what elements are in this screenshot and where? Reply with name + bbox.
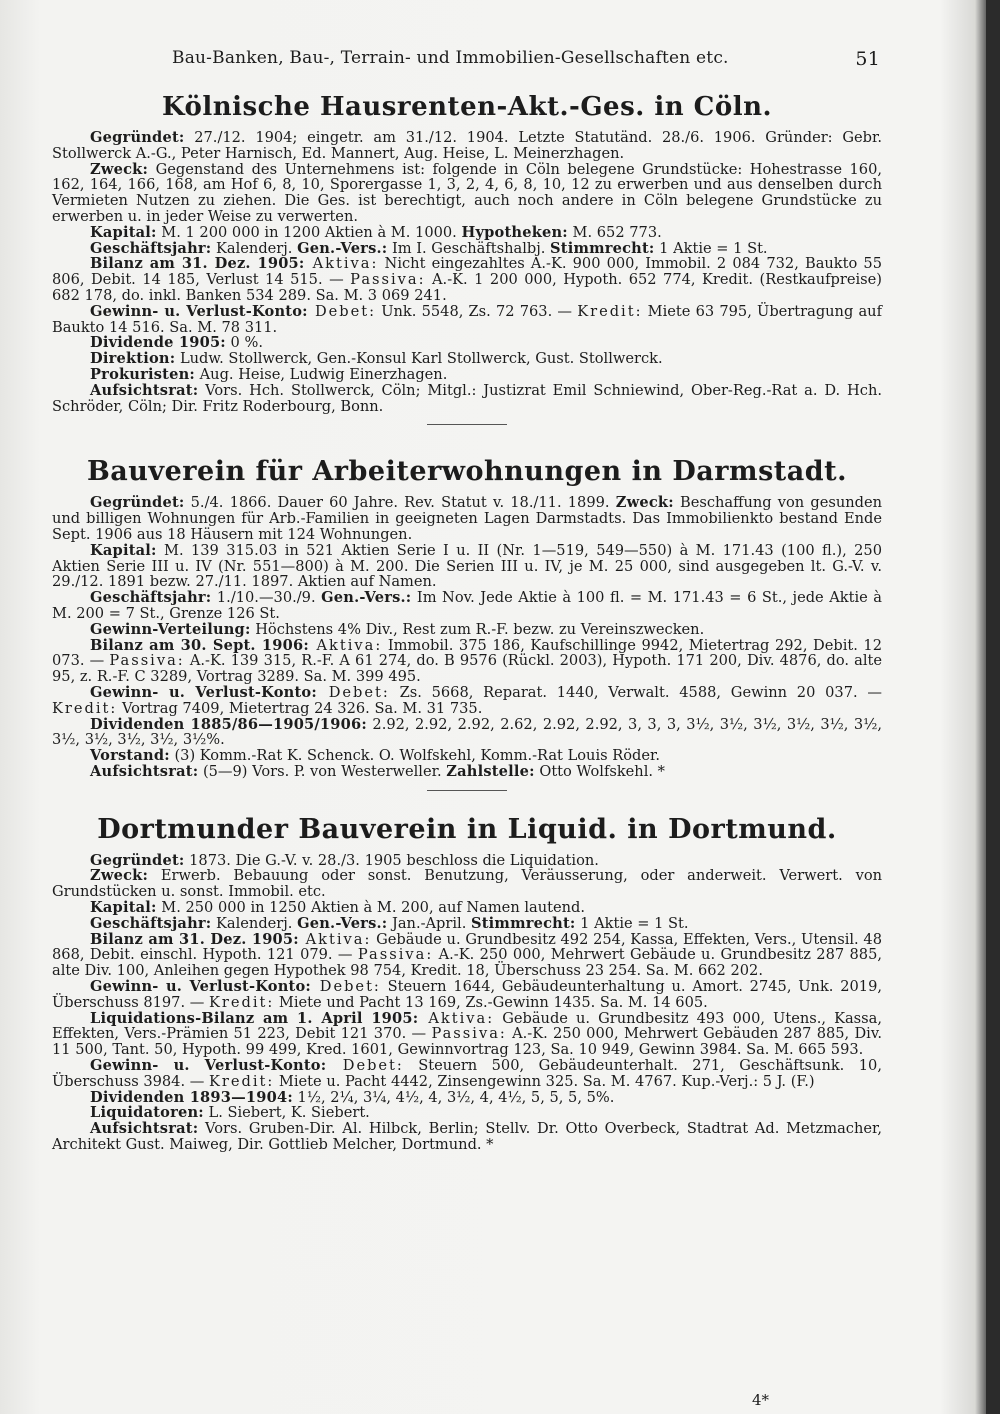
field-text: A.-K. 250 000, Mehrwert Gebäude u. Grundbesitz 287 885, alte Div. 100, Anleihen gegen Hypothek 98 754, Kredit. 18, Überschuss 23 254. Sa. M. 662 202. — [52, 946, 882, 980]
spaced-label: Passiva: — [109, 652, 185, 670]
entry-paragraph — [52, 979, 882, 1011]
company-title: Bauverein für Arbeiterwohnungen in Darmstadt. — [86, 456, 847, 488]
field-text: Immobil. 375 186, Kaufschillinge 9942, Mietertrag 292, Debit. 12 073. — — [52, 636, 882, 670]
field-label: Prokuristen: — [90, 365, 195, 383]
field-text: 2.92, 2.92, 2.92, 2.62, 2.92, 2.92, 3, 3, 3, 3½, 3½, 3½, 3½, 3½, 3½, 3½, 3½, 3½, 3½, 3½%. — [52, 715, 882, 749]
entry-paragraph — [52, 932, 882, 979]
entry-paragraph — [52, 764, 882, 780]
field-label: Direktion: — [90, 350, 176, 368]
field-text: 1873. Die G.-V. v. 28./3. 1905 beschloss die Liquidation. — [184, 851, 599, 869]
field-text: 0 %. — [225, 334, 263, 352]
field-label: Bilanz am 30. Sept. 1906: — [90, 636, 309, 654]
field-label: Aufsichtsrat: — [90, 1120, 199, 1138]
field-text: Steuern 1644, Gebäudeunterhaltung u. Amort. 2745, Unk. 2019, Überschuss 8197. — — [52, 978, 882, 1011]
field-text: Ludw. Stollwerck, Gen.-Konsul Karl Stollwerck, Gust. Stollwerck. — [175, 350, 663, 368]
field-label: Hypotheken: — [461, 223, 568, 241]
entry-paragraph — [52, 685, 882, 717]
company-title: Kölnische Hausrenten-Akt.-Ges. in Cöln. — [161, 92, 773, 122]
spaced-label: Kredit: — [52, 699, 118, 717]
entry-paragraph — [52, 225, 882, 241]
entry-paragraph — [52, 162, 882, 225]
field-label: Kapital: — [90, 541, 157, 559]
field-label: Liquidatoren: — [90, 1104, 204, 1122]
page-header — [110, 48, 880, 72]
field-label: Bilanz am 31. Dez. 1905: — [90, 255, 305, 273]
field-text: Im I. Geschäftshalbj. — [387, 239, 551, 257]
entry-paragraph — [52, 1011, 882, 1058]
company-entry-dortmund — [52, 813, 882, 1153]
field-label: Gegründet: — [90, 129, 185, 146]
entry-paragraph — [52, 367, 882, 383]
field-label: Vorstand: — [90, 747, 170, 765]
field-text: Otto Wolfskehl. * — [534, 762, 665, 780]
entry-paragraph — [52, 304, 882, 336]
field-label: Gewinn-Verteilung: — [90, 620, 251, 638]
field-label: Gen.-Vers.: — [321, 589, 412, 607]
field-label: Aufsichtsrat: — [90, 762, 199, 780]
spaced-label: Passiva: — [431, 1025, 507, 1043]
field-label: Gewinn- u. Verlust-Konto: — [90, 978, 311, 996]
field-label: Gen.-Vers.: — [297, 239, 388, 257]
field-label: Kapital: — [90, 899, 157, 917]
page-number: 51 — [855, 48, 880, 70]
spaced-label: Passiva: — [350, 271, 426, 289]
field-text: M. 139 315.03 in 521 Aktien Serie I u. II (Nr. 1—519, 549—550) à M. 171.43 (100 fl.), 250 Aktien Serie III u. IV (Nr. 551—800) à M. 200. Die Serien III u. IV, je M. 25 000, sind ausgegeben lt. G.-V. v. 29./12. 1891 bezw. 27./11. 1897. Aktien auf Namen. — [52, 541, 882, 591]
section-divider — [427, 424, 507, 425]
spaced-label: Kredit: — [208, 1072, 275, 1090]
spaced-label: Debet: — [316, 683, 390, 701]
field-label: Liquidations-Bilanz am 1. April 1905: — [90, 1009, 419, 1027]
field-label: Zweck: — [90, 867, 149, 885]
field-text: 1./10.—30./9. — [211, 589, 322, 607]
field-label: Zweck: — [615, 494, 674, 512]
field-text: Vors. Hch. Stollwerck, Cöln; Mitgl.: Justizrat Emil Schniewind, Ober-Reg.-Rat a. D. Hch. Schröder, Cöln; Dir. Fritz Roderbourg, Bonn. — [52, 381, 882, 415]
field-text: A.-K. 1 200 000, Hypoth. 652 774, Kredit. (Restkaufpreise) 682 178, do. inkl. Banken 534 289. Sa. M. 3 069 241. — [52, 271, 882, 304]
field-text: 1½, 2¼, 3¼, 4½, 4, 3½, 4, 4½, 5, 5, 5, 5%. — [292, 1088, 615, 1106]
field-label: Zweck: — [90, 160, 149, 178]
field-label: Gewinn- u. Verlust-Konto: — [90, 1057, 327, 1075]
entry-paragraph — [52, 351, 882, 367]
field-text: (5—9) Vors. P. von Westerweller. — [198, 762, 447, 780]
entry-paragraph — [52, 916, 882, 932]
entry-paragraph — [52, 130, 882, 162]
field-label: Gewinn- u. Verlust-Konto: — [90, 683, 317, 701]
field-text: Jan.-April. — [387, 914, 471, 932]
spaced-label: Debet: — [310, 978, 381, 996]
field-text: Unk. 5548, Zs. 72 763. — — [376, 302, 578, 320]
entry-paragraph — [52, 1090, 882, 1106]
field-label: Geschäftsjahr: — [90, 239, 212, 257]
field-text: M. 652 773. — [567, 223, 662, 241]
field-text: Kalenderj. — [211, 239, 298, 257]
field-text: Nicht eingezahltes A.-K. 900 000, Immobil. 2 084 732, Baukto 55 806, Debit. 14 185, Verlust 14 515. — — [52, 255, 882, 289]
field-label: Gen.-Vers.: — [297, 914, 388, 932]
signature-mark: 4* — [752, 1391, 770, 1409]
field-label: Gegründet: — [90, 851, 185, 869]
page-content — [52, 86, 882, 1153]
spaced-label: Aktiva: — [304, 255, 379, 273]
running-title: Bau-Banken, Bau-, Terrain- und Immobilien-Gesellschaften etc. — [172, 48, 729, 68]
field-text: 1 Aktie = 1 St. — [654, 239, 768, 257]
entry-paragraph — [52, 1105, 882, 1121]
entry-paragraph — [52, 543, 882, 590]
field-label: Bilanz am 31. Dez. 1905: — [90, 930, 299, 948]
field-text: (3) Komm.-Rat K. Schenck. O. Wolfskehl, Komm.-Rat Louis Röder. — [169, 747, 660, 765]
entry-paragraph — [52, 622, 882, 638]
field-text: 27./12. 1904; eingetr. am 31./12. 1904. Letzte Statutänd. 28./6. 1906. Gründer: Gebr. Stollwerck A.-G., Peter Harnisch, Ed. Mannert, Aug. Heise, L. Meinerzhagen. — [52, 129, 882, 162]
spaced-label: Debet: — [326, 1057, 404, 1075]
field-text: A.-K. 139 315, R.-F. A 61 274, do. B 9576 (Rückl. 2003), Hypoth. 171 200, Div. 4876, do. alte 95, z. R.-F. C 3289, Vortrag 3289. Sa. M. 399 495. — [52, 652, 882, 686]
field-text: Kalenderj. — [211, 914, 298, 932]
field-text: Gegenstand des Unternehmens ist: folgende in Cöln belegene Grundstücke: Hohestrasse 160, 162, 164, 166, 168, am Hof 6, 8, 10, Sporergasse 1, 3, 2, 4, 6, 8, 10, 12 zu erwerben und aus denselben durch Vermieten Nutzen zu ziehen. Die Ges. ist berechtigt, auch noch andere in Cöln belegene Grundstücke zu erwerben u. in jeder Weise zu verwerten. — [52, 160, 882, 225]
section-divider — [427, 790, 507, 791]
entry-paragraph — [52, 717, 882, 749]
field-label: Geschäftsjahr: — [90, 589, 212, 607]
entry-paragraph — [52, 868, 882, 900]
entry-paragraph — [52, 748, 882, 764]
field-label: Kapital: — [90, 223, 157, 241]
field-text: Miete 63 795, Übertragung auf Baukto 14 516. Sa. M. 78 311. — [52, 302, 882, 336]
page-edge-shadow — [986, 0, 1000, 1414]
field-label: Zahlstelle: — [446, 762, 535, 780]
spaced-label: Kredit: — [577, 302, 643, 320]
company-entry-koelnische — [52, 90, 882, 414]
entry-paragraph — [52, 383, 882, 415]
spaced-label: Aktiva: — [308, 636, 383, 654]
field-text: Aug. Heise, Ludwig Einerzhagen. — [195, 365, 448, 383]
field-text: A.-K. 250 000, Mehrwert Gebäuden 287 885, Div. 11 500, Tant. 50, Hypoth. 99 499, Kred. 1601, Gewinnvortrag 123, Sa. 10 949, Gewinn 3984. Sa. M. 665 593. — [52, 1025, 882, 1059]
field-text: Vors. Gruben-Dir. Al. Hilbck, Berlin; Stellv. Dr. Otto Overbeck, Stadtrat Ad. Metzmacher, Architekt Gust. Maiweg, Dir. Gottlieb Melcher, Dortmund. * — [52, 1120, 882, 1154]
field-label: Stimmrecht: — [550, 239, 655, 257]
spaced-label: Aktiva: — [298, 930, 372, 948]
entry-paragraph — [52, 256, 882, 303]
entry-paragraph — [52, 495, 882, 542]
field-label: Stimmrecht: — [471, 914, 576, 932]
field-text: Zs. 5668, Reparat. 1440, Verwalt. 4588, Gewinn 20 037. — — [389, 683, 882, 701]
field-text: Erwerb. Bebauung oder sonst. Benutzung, Veräusserung, oder anderweit. Verwert. von Grundstücken u. sonst. Immobil. etc. — [52, 867, 882, 901]
spaced-label: Passiva: — [357, 946, 434, 964]
field-label: Geschäftsjahr: — [90, 914, 212, 932]
entry-body — [52, 495, 882, 779]
entry-paragraph — [52, 638, 882, 685]
field-label: Dividenden 1885/86—1905/1906: — [90, 715, 367, 733]
field-text: Gebäude u. Grundbesitz 492 254, Kassa, Effekten, Vers., Utensil. 48 868, Debit. einschl. Hypoth. 121 079. — — [52, 930, 882, 964]
field-label: Gewinn- u. Verlust-Konto: — [90, 302, 308, 320]
field-label: Gegründet: — [90, 494, 185, 512]
company-entry-darmstadt — [52, 455, 882, 779]
entry-paragraph — [52, 1121, 882, 1153]
field-text: Gebäude u. Grundbesitz 493 000, Utens., Kassa, Effekten, Vers.-Prämien 51 223, Debit 121 370. — — [52, 1009, 882, 1043]
field-text: Miete und Pacht 13 169, Zs.-Gewinn 1435. Sa. M. 14 605. — [274, 993, 708, 1011]
spaced-label: Aktiva: — [418, 1009, 495, 1027]
field-text: L. Siebert, K. Siebert. — [203, 1104, 370, 1122]
field-text: Höchstens 4% Div., Rest zum R.-F. bezw. zu Vereinszwecken. — [250, 620, 705, 638]
field-text: 5./4. 1866. Dauer 60 Jahre. Rev. Statut v. 18./11. 1899. — [184, 494, 616, 512]
field-label: Aufsichtsrat: — [90, 381, 199, 399]
company-title: Dortmunder Bauverein in Liquid. in Dortmund. — [97, 813, 837, 845]
entry-paragraph — [52, 1058, 882, 1090]
field-label: Dividende 1905: — [90, 334, 226, 352]
entry-paragraph — [52, 590, 882, 622]
field-label: Dividenden 1893—1904: — [90, 1088, 293, 1106]
field-text: M. 250 000 in 1250 Aktien à M. 200, auf Namen lautend. — [156, 899, 586, 917]
field-text: M. 1 200 000 in 1200 Aktien à M. 1000. — [156, 223, 462, 241]
field-text: Beschaffung von gesunden und billigen Wohnungen für Arb.-Familien in geeigneten Lagen Darmstadts. Das Immobilienkto bestand Ende Sept. 1906 aus 18 Häusern mit 124 Wohnungen. — [52, 494, 882, 543]
spaced-label: Debet: — [307, 302, 377, 320]
field-text: Im Nov. Jede Aktie à 100 fl. = M. 171.43 = 6 St., jede Aktie à M. 200 = 7 St., Grenze 126 St. — [52, 589, 882, 622]
entry-paragraph — [52, 241, 882, 257]
entry-body — [52, 853, 882, 1153]
entry-body — [52, 130, 882, 414]
field-text: Miete u. Pacht 4442, Zinsengewinn 325. Sa. M. 4767. Kup.-Verj.: 5 J. (F.) — [274, 1072, 815, 1090]
entry-paragraph — [52, 900, 882, 916]
spaced-label: Kredit: — [208, 993, 275, 1011]
field-text: Vortrag 7409, Mietertrag 24 326. Sa. M. 31 735. — [117, 699, 483, 717]
entry-paragraph — [52, 335, 882, 351]
field-text: 1 Aktie = 1 St. — [575, 914, 689, 932]
field-text: Steuern 500, Gebäudeunterhalt. 271, Geschäftsunk. 10, Überschuss 3984. — — [52, 1057, 882, 1090]
entry-paragraph — [52, 853, 882, 869]
